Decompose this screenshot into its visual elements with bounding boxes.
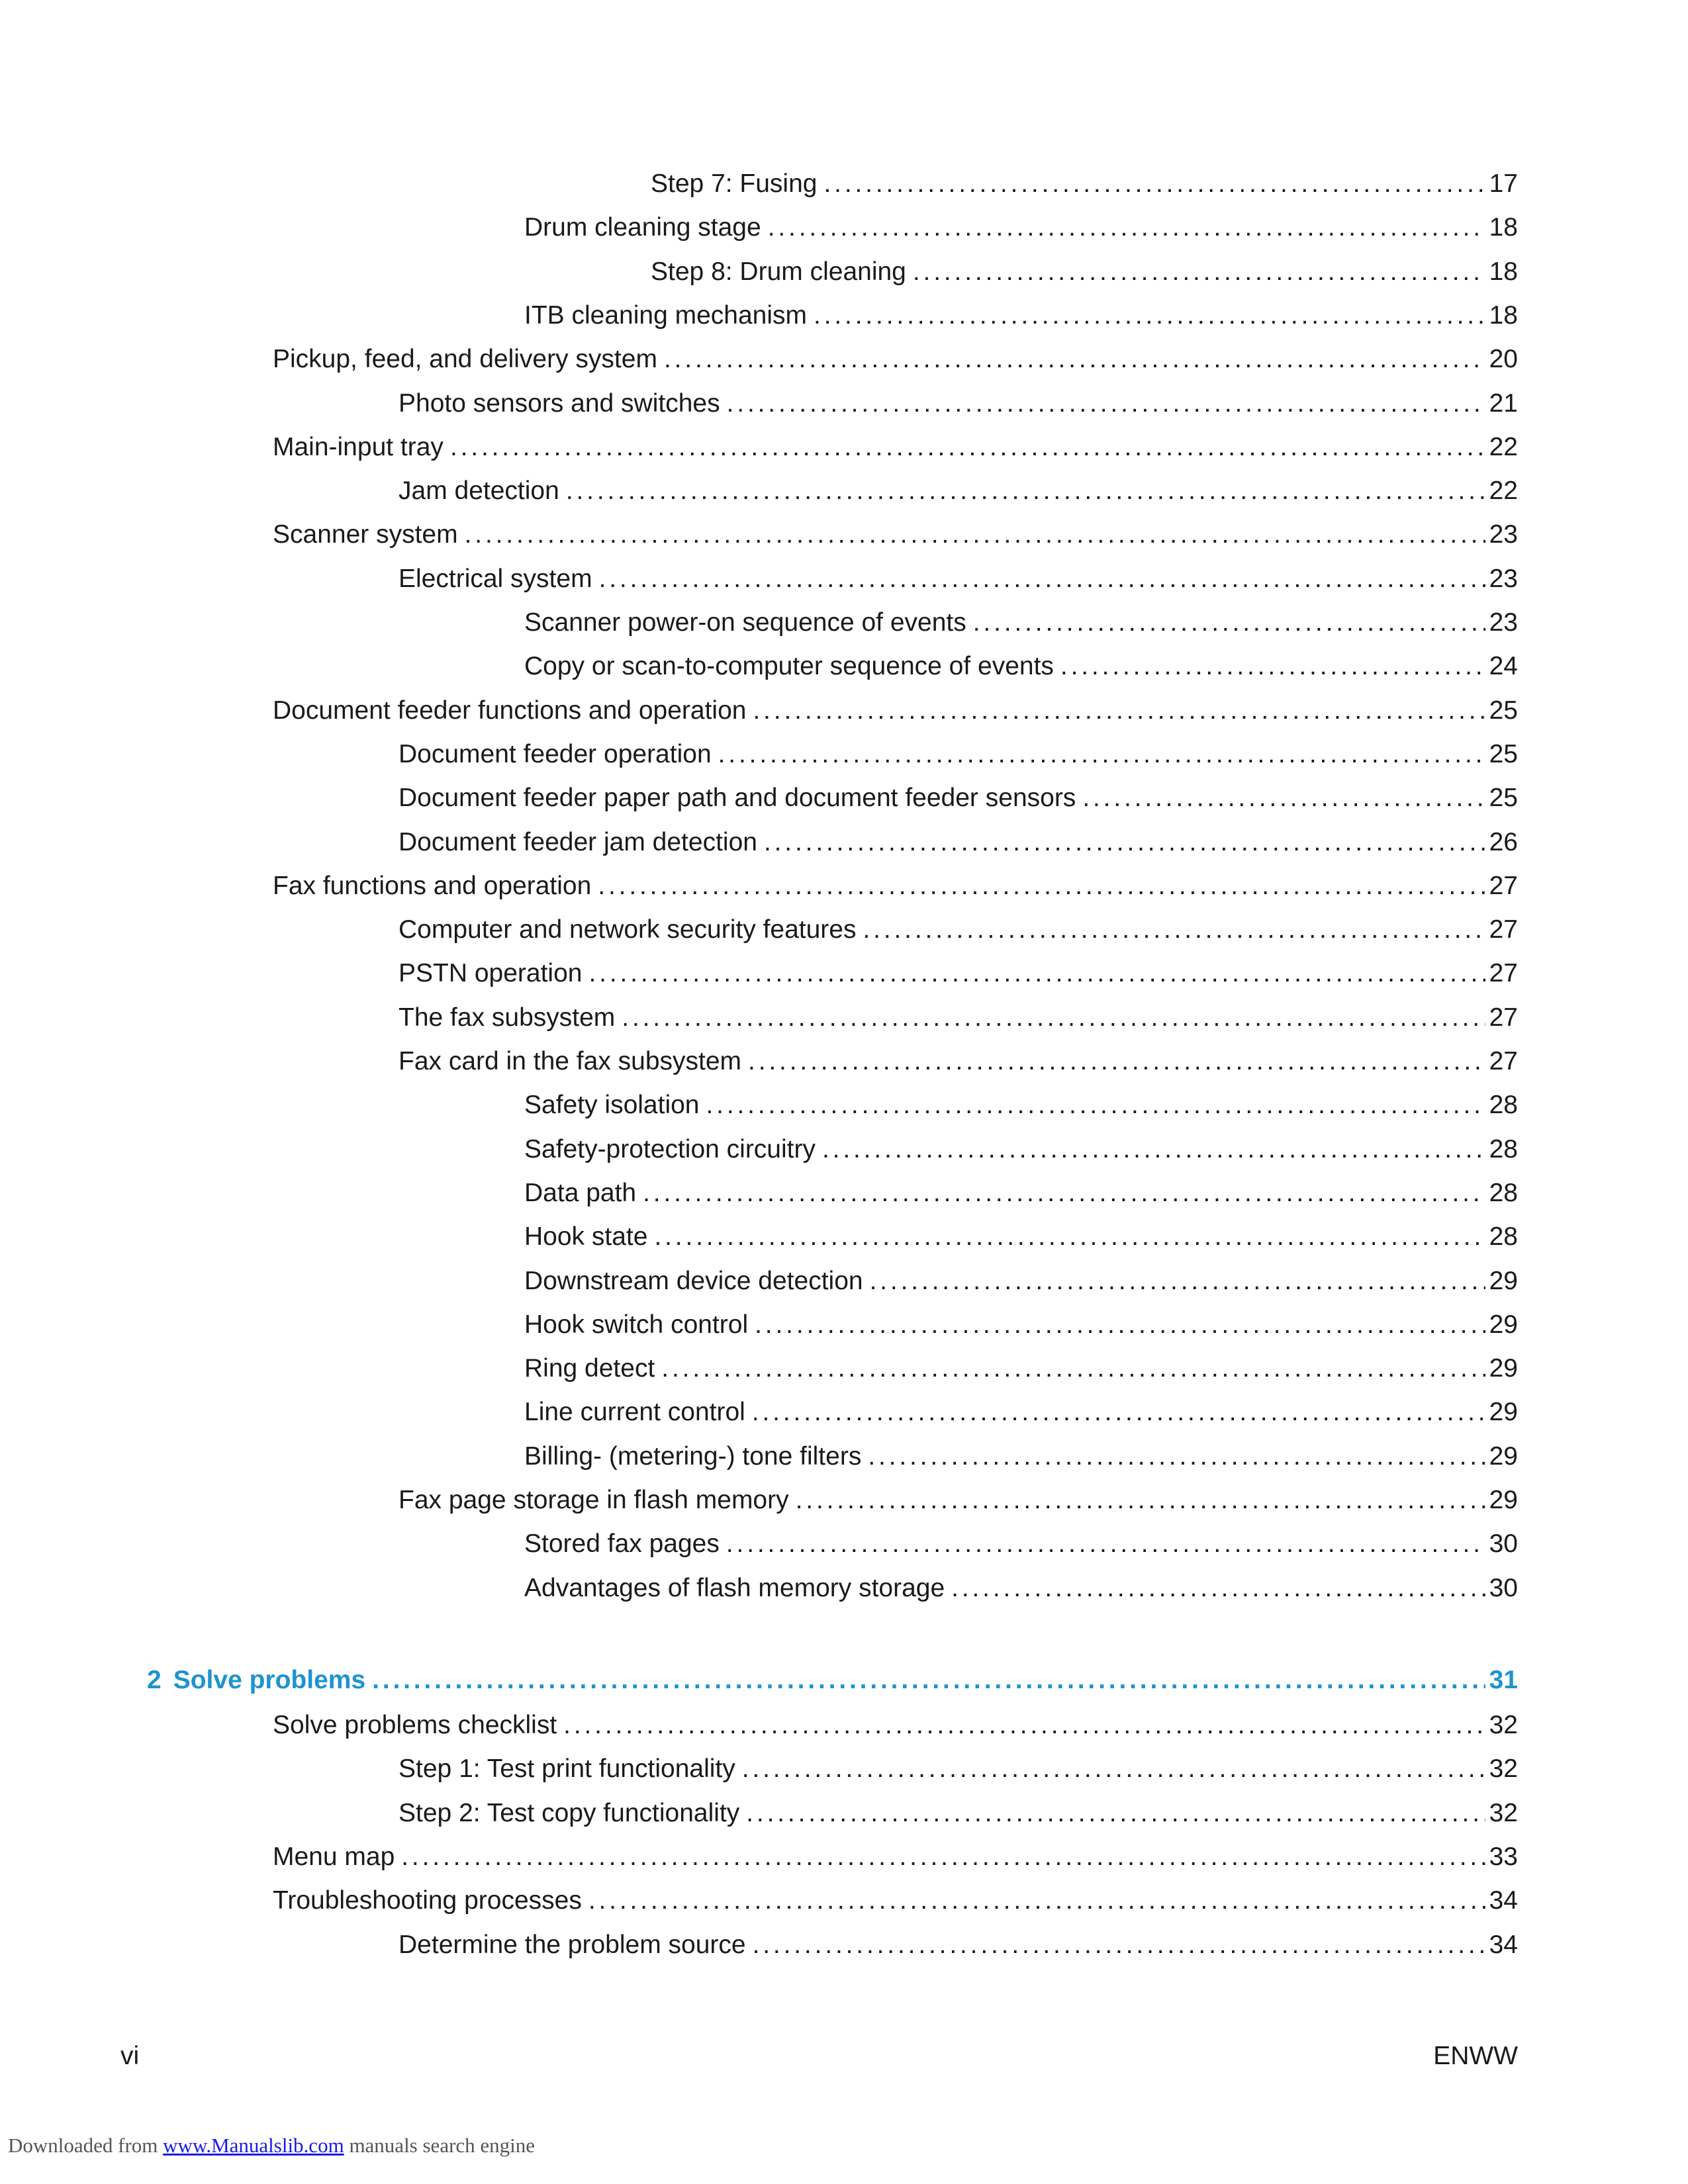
toc-entry-page: 17 [1489, 169, 1518, 198]
toc-entry-title: Step 1: Test print functionality [399, 1754, 735, 1783]
toc-entry-page: 27 [1489, 1047, 1518, 1075]
toc-entry-page: 30 [1489, 1574, 1518, 1602]
toc-entry-title: Solve problems [173, 1666, 366, 1694]
toc-entry-page: 29 [1489, 1310, 1518, 1339]
download-note [8, 2132, 535, 2159]
toc-entry-page: 28 [1489, 1179, 1518, 1207]
toc-dot-leader [814, 294, 1485, 338]
toc-dot-leader [726, 1522, 1485, 1566]
toc-entry-title: Document feeder functions and operation [273, 696, 747, 725]
toc-entry-title: Scanner system [273, 520, 458, 549]
toc-entry-title: Pickup, feed, and delivery system [273, 345, 657, 373]
footer-page-number: vi [120, 2042, 140, 2070]
toc-dot-leader [372, 1659, 1485, 1702]
toc-chapter-entry[interactable] [147, 1659, 1518, 1702]
toc-entry-page: 25 [1489, 740, 1518, 768]
toc-dot-leader [863, 908, 1485, 952]
toc-entry[interactable] [399, 1792, 1518, 1835]
toc-dot-leader [598, 864, 1485, 908]
toc-dot-leader [1060, 645, 1485, 688]
toc-entry[interactable] [524, 294, 1518, 338]
toc-entry[interactable] [399, 1040, 1518, 1083]
toc-entry[interactable] [524, 1522, 1518, 1566]
toc-entry-page: 25 [1489, 784, 1518, 812]
toc-dot-leader [643, 1171, 1485, 1215]
toc-entry-page: 22 [1489, 433, 1518, 461]
toc-entry[interactable] [524, 1083, 1518, 1127]
toc-entry[interactable] [273, 1879, 1518, 1923]
toc-entry[interactable] [273, 1704, 1518, 1747]
toc-dot-leader [465, 513, 1485, 557]
toc-entry[interactable] [524, 206, 1518, 250]
toc-entry-page: 29 [1489, 1442, 1518, 1471]
toc-entry-title: Solve problems checklist [273, 1711, 557, 1739]
toc-entry-title: Fax functions and operation [273, 872, 592, 900]
toc-entry[interactable] [273, 426, 1518, 469]
toc-entry-title: The fax subsystem [399, 1003, 616, 1032]
toc-entry-page: 31 [1489, 1666, 1518, 1694]
toc-dot-leader [746, 1792, 1485, 1835]
toc-entry-page: 28 [1489, 1222, 1518, 1251]
toc-entry-page: 34 [1489, 1886, 1518, 1915]
toc-entry-page: 33 [1489, 1843, 1518, 1871]
toc-entry-title: Fax card in the fax subsystem [399, 1047, 742, 1075]
toc-entry-page: 29 [1489, 1354, 1518, 1383]
toc-dot-leader [822, 1128, 1485, 1171]
toc-entry-page: 29 [1489, 1267, 1518, 1295]
toc-dot-leader [764, 821, 1485, 864]
toc-dot-leader [566, 469, 1485, 513]
toc-entry[interactable] [399, 776, 1518, 820]
toc-dot-leader [450, 426, 1485, 469]
toc-entry-page: 27 [1489, 872, 1518, 900]
toc-dot-leader [768, 206, 1485, 250]
toc-entry-title: Copy or scan-to-computer sequence of events [524, 652, 1054, 680]
download-note-prefix: Downloaded from [8, 2134, 158, 2157]
toc-dot-leader [870, 1259, 1485, 1303]
toc-dot-leader [752, 1390, 1485, 1434]
toc-entry-title: Step 8: Drum cleaning [651, 257, 906, 286]
toc-entry[interactable] [399, 382, 1518, 426]
toc-entry[interactable] [399, 1479, 1518, 1522]
toc-entry-title: ITB cleaning mechanism [524, 301, 808, 330]
toc-dot-leader [1082, 776, 1485, 820]
toc-dot-leader [622, 996, 1485, 1040]
toc-entry[interactable] [399, 1923, 1518, 1967]
toc-entry-page: 29 [1489, 1398, 1518, 1426]
toc-dot-leader [913, 250, 1485, 294]
toc-entry-title: Photo sensors and switches [399, 389, 720, 418]
toc-entry-page: 22 [1489, 477, 1518, 505]
toc-entry[interactable] [399, 469, 1518, 513]
toc-dot-leader [718, 733, 1485, 776]
toc-entry-title: Ring detect [524, 1354, 655, 1383]
toc-entry-page: 32 [1489, 1711, 1518, 1739]
toc-entry-title: Downstream device detection [524, 1267, 863, 1295]
toc-dot-leader [706, 1083, 1485, 1127]
toc-entry-title: Document feeder operation [399, 740, 712, 768]
toc-entry[interactable] [524, 1171, 1518, 1215]
toc-entry[interactable] [524, 1215, 1518, 1259]
toc-entry[interactable] [273, 689, 1518, 733]
footer-doc-code: ENWW [1433, 2042, 1518, 2070]
toc-entry[interactable] [273, 338, 1518, 381]
toc-entry-page: 23 [1489, 520, 1518, 549]
toc-entry-title: Data path [524, 1179, 637, 1207]
toc-entry[interactable] [399, 996, 1518, 1040]
toc-entry-title: Hook state [524, 1222, 648, 1251]
toc-dot-leader [654, 1215, 1485, 1259]
toc-entry[interactable] [524, 1347, 1518, 1390]
toc-entry-page: 24 [1489, 652, 1518, 680]
toc-entry-page: 25 [1489, 696, 1518, 725]
toc-dot-leader [868, 1435, 1485, 1479]
toc-entry-title: PSTN operation [399, 959, 583, 987]
toc-entry-page: 23 [1489, 608, 1518, 637]
toc-dot-leader [563, 1704, 1485, 1747]
toc-entry-page: 32 [1489, 1799, 1518, 1827]
toc-entry-title: Determine the problem source [399, 1931, 746, 1959]
toc-entry[interactable] [524, 1435, 1518, 1479]
toc-entry[interactable] [651, 250, 1518, 294]
toc-entry-page: 28 [1489, 1135, 1518, 1163]
toc-entry-title: Computer and network security features [399, 915, 857, 944]
toc-entry-title: Electrical system [399, 565, 592, 593]
toc-dot-leader [823, 162, 1485, 206]
toc-entry-title: Main-input tray [273, 433, 444, 461]
toc-dot-leader [664, 338, 1485, 381]
toc-entry[interactable] [399, 557, 1518, 601]
toc-dot-leader [401, 1835, 1485, 1879]
toc-entry-title: Safety-protection circuitry [524, 1135, 816, 1163]
toc-entry-title: Hook switch control [524, 1310, 749, 1339]
toc-entry-page: 27 [1489, 1003, 1518, 1032]
toc-dot-leader [742, 1747, 1485, 1791]
toc-entry[interactable] [524, 1259, 1518, 1303]
toc-chapter-number: 2 [147, 1666, 162, 1694]
toc-entry[interactable] [399, 908, 1518, 952]
toc-entry-page: 18 [1489, 213, 1518, 242]
toc-entry-title: Document feeder paper path and document feeder sensors [399, 784, 1076, 812]
toc-entry[interactable] [651, 162, 1518, 206]
toc-dot-leader [599, 557, 1485, 601]
toc-dot-leader [755, 1303, 1485, 1347]
manualslib-link[interactable]: www.Manualslib.com [163, 2134, 344, 2157]
toc-entry-title: Menu map [273, 1843, 395, 1871]
toc-entry[interactable] [524, 645, 1518, 688]
toc-entry-page: 20 [1489, 345, 1518, 373]
toc-entry[interactable] [399, 952, 1518, 995]
toc-entry-title: Stored fax pages [524, 1529, 720, 1558]
toc-entry-page: 27 [1489, 959, 1518, 987]
toc-entry[interactable] [273, 1835, 1518, 1879]
toc-entry-title: Advantages of flash memory storage [524, 1574, 945, 1602]
toc-dot-leader [748, 1040, 1485, 1083]
toc-dot-leader [753, 689, 1485, 733]
toc-entry-title: Billing- (metering-) tone filters [524, 1442, 862, 1471]
toc-entry-page: 21 [1489, 389, 1518, 418]
toc-dot-leader [727, 382, 1485, 426]
toc-entry[interactable] [524, 1128, 1518, 1171]
toc-dot-leader [661, 1347, 1485, 1390]
toc-entry-page: 18 [1489, 257, 1518, 286]
toc-entry[interactable] [399, 733, 1518, 776]
toc-entry[interactable] [273, 864, 1518, 908]
toc-entry-title: Fax page storage in flash memory [399, 1486, 789, 1514]
toc-entry[interactable] [524, 1567, 1518, 1610]
toc-dot-leader [973, 601, 1485, 645]
toc-entry-page: 27 [1489, 915, 1518, 944]
toc-entry-page: 32 [1489, 1754, 1518, 1783]
toc-entry-page: 23 [1489, 565, 1518, 593]
toc-entry-page: 18 [1489, 301, 1518, 330]
toc-entry-title: Scanner power-on sequence of events [524, 608, 966, 637]
toc-dot-leader [753, 1923, 1485, 1967]
toc-entry-title: Jam detection [399, 477, 559, 505]
toc-entry-page: 26 [1489, 828, 1518, 856]
toc-entry[interactable] [273, 513, 1518, 557]
toc-dot-leader [796, 1479, 1485, 1522]
toc-entry-title: Troubleshooting processes [273, 1886, 582, 1915]
toc-entry-page: 30 [1489, 1529, 1518, 1558]
toc-entry-title: Step 7: Fusing [651, 169, 818, 198]
toc-entry-page: 29 [1489, 1486, 1518, 1514]
toc-entry[interactable] [399, 1747, 1518, 1791]
toc-entry-title: Step 2: Test copy functionality [399, 1799, 740, 1827]
toc-entry-page: 34 [1489, 1931, 1518, 1959]
toc-entry-title: Safety isolation [524, 1091, 700, 1119]
toc-entry[interactable] [524, 601, 1518, 645]
download-note-suffix: manuals search engine [349, 2134, 536, 2157]
toc-entry-page: 28 [1489, 1091, 1518, 1119]
toc-entry[interactable] [399, 821, 1518, 864]
toc-entry-title: Line current control [524, 1398, 745, 1426]
toc-dot-leader [588, 1879, 1485, 1923]
toc-dot-leader [951, 1567, 1485, 1610]
toc-entry[interactable] [524, 1303, 1518, 1347]
toc-entry[interactable] [524, 1390, 1518, 1434]
toc-dot-leader [588, 952, 1485, 995]
toc-entry-title: Drum cleaning stage [524, 213, 761, 242]
toc-entry-title: Document feeder jam detection [399, 828, 757, 856]
